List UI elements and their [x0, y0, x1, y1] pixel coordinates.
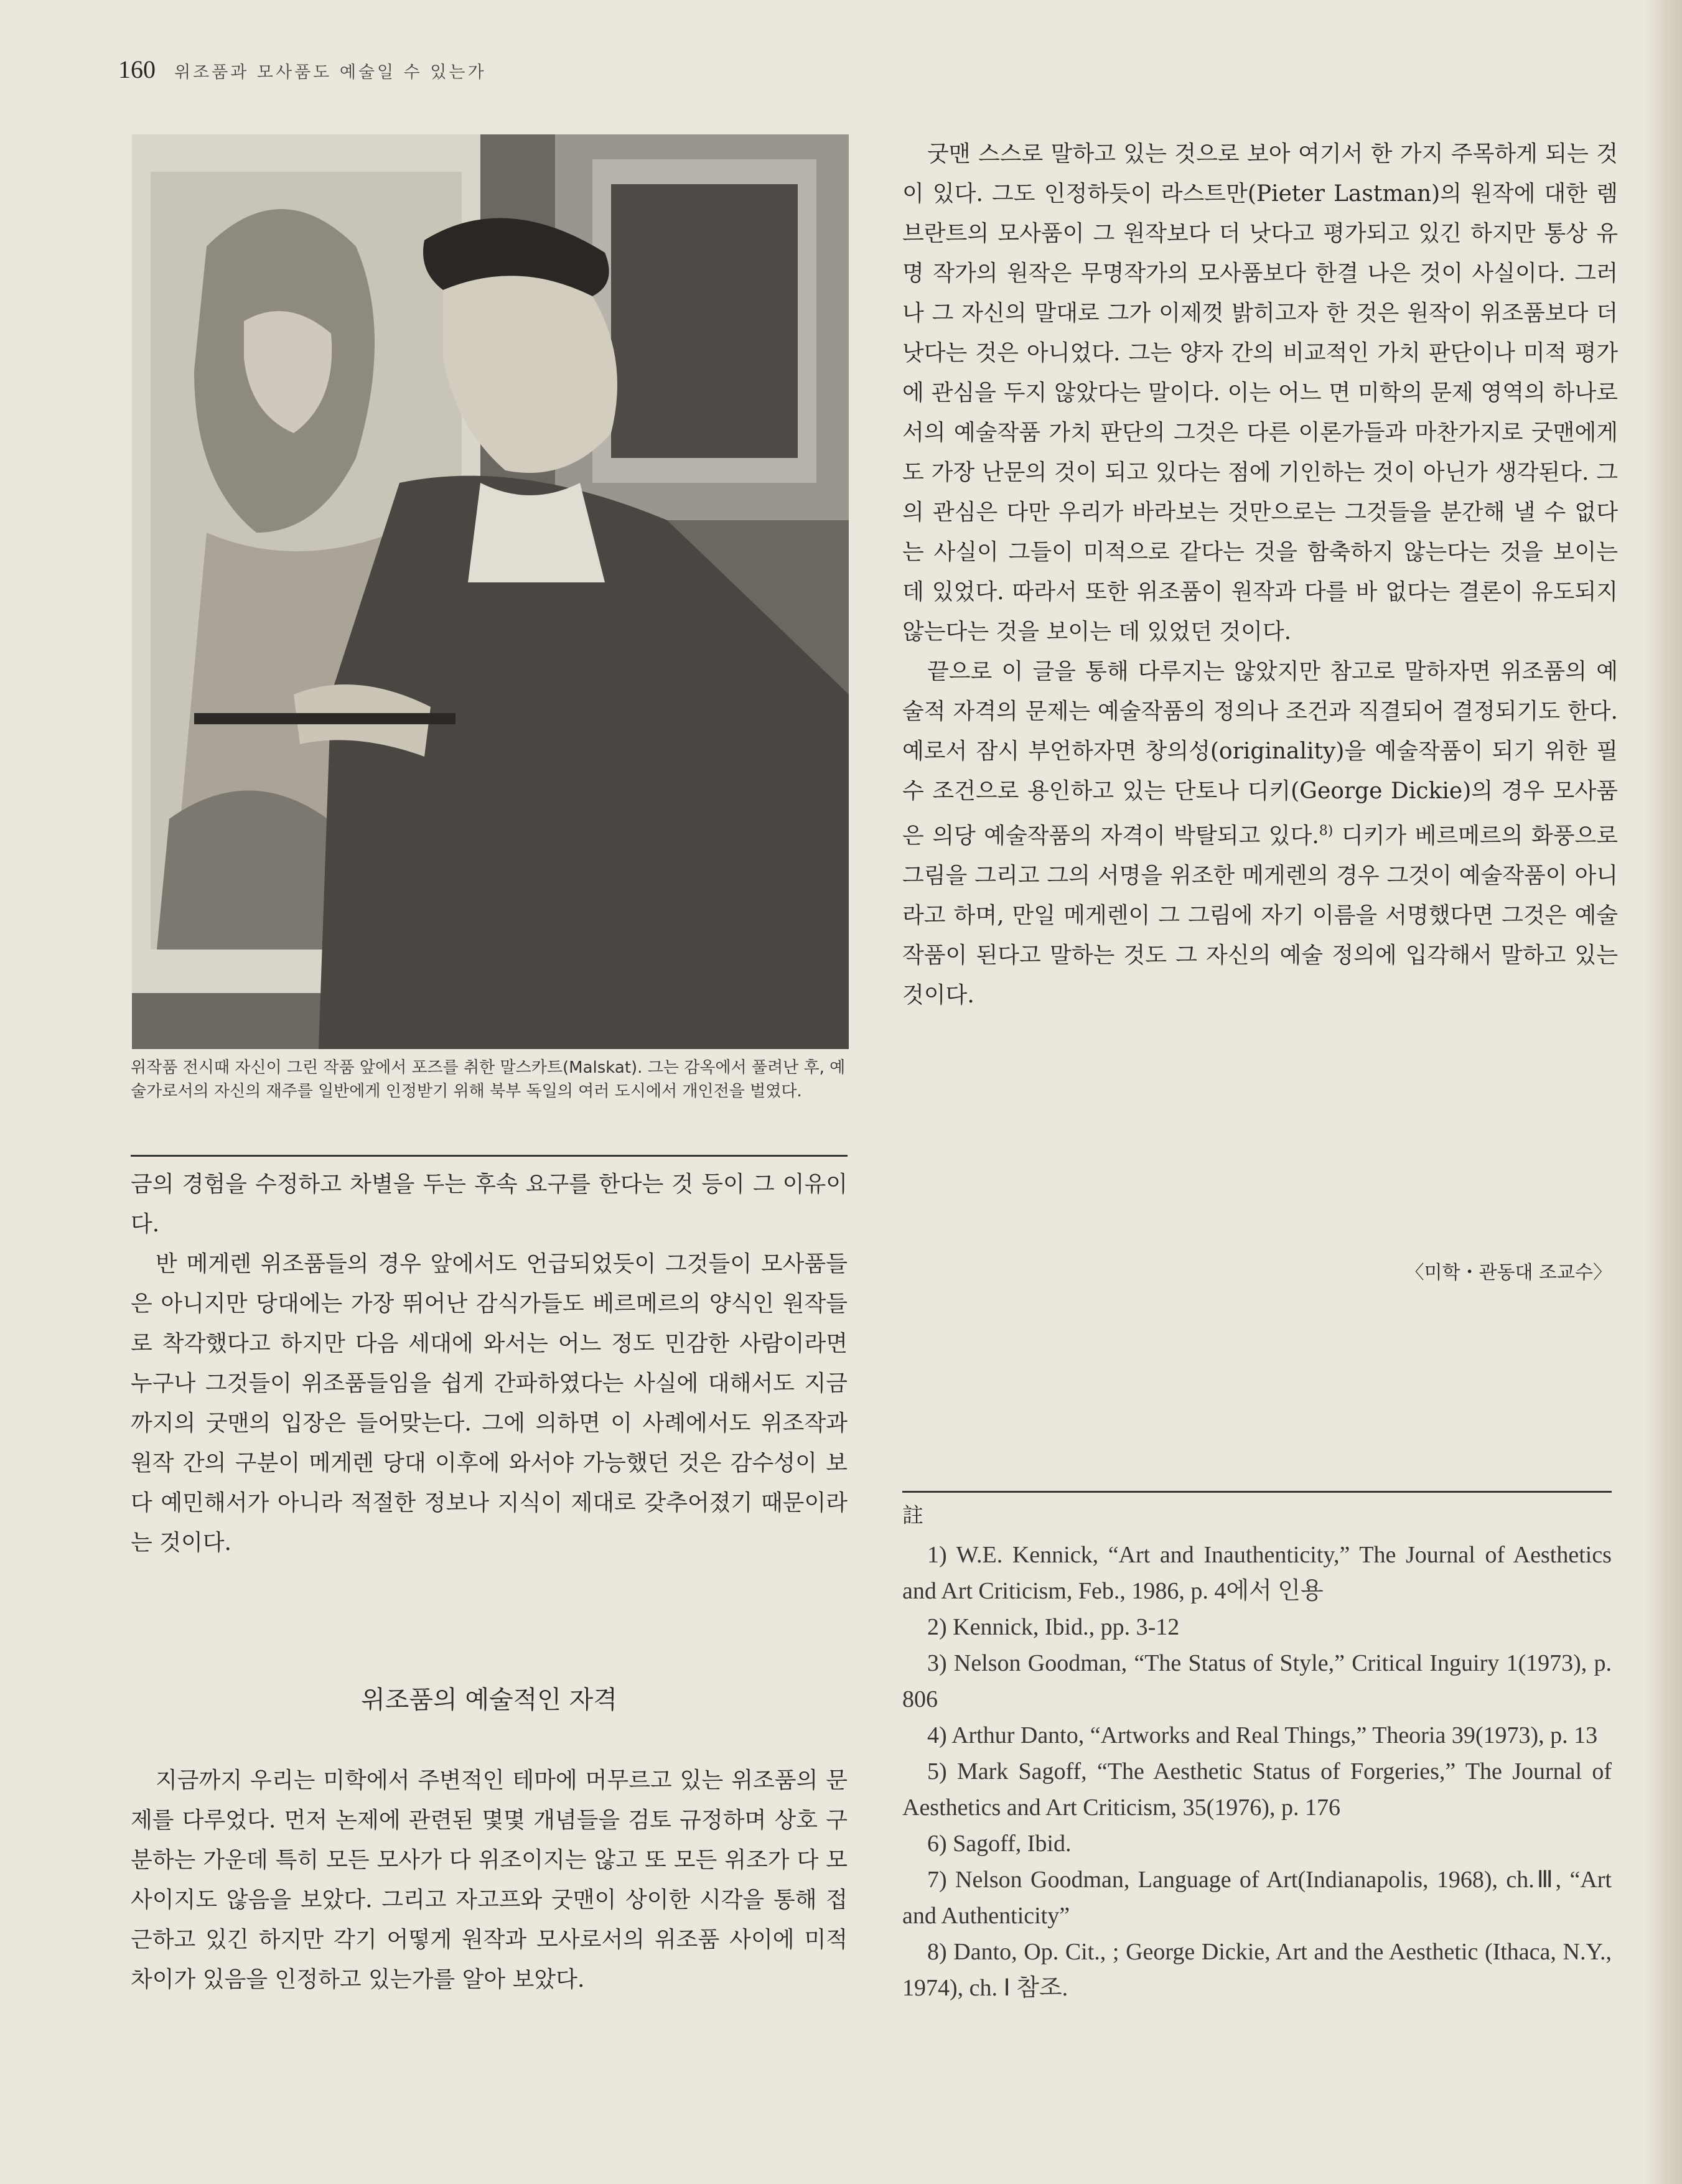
notes-divider — [902, 1491, 1612, 1493]
notes-list — [902, 1537, 1612, 2006]
paragraph: 반 메게렌 위조품들의 경우 앞에서도 언급되었듯이 그것들이 모사품들은 아니지만 당대에는 가장 뛰어난 감식가들도 베르메르의 양식인 원작들로 착각했다고 하지만 다음 세대에 와서는 어느 정도 민감한 사람이라면 누구나 그것들이 위조품들임을 쉽게 간파하였다는 사실에 대해서도 지금까지의 굿맨의 입장은 들어맞는다. 그에 의하면 이 사례에서도 위조작과 원작 간의 구분이 메게렌 당대 이후에 와서야 가능했던 것은 감수성이 보다 예민해서가 아니라 적절한 정보나 지식이 제대로 갖추어졌기 때문이라는 것이다. — [131, 1251, 848, 1556]
paragraph: 굿맨 스스로 말하고 있는 것으로 보아 여기서 한 가지 주목하게 되는 것이 있다. 그도 인정하듯이 라스트만(Pieter Lastman)의 원작에 대한 렘브란트의 모사품이 그 원작보다 더 낫다고 평가되고 있긴 하지만 통상 유명 작가의 원작은 무명작가의 모사품보다 한결 나은 것이 사실이다. 그러나 그 자신의 말대로 그가 이제껏 밝히고자 한 것은 원작이 위조품보다 더 낫다는 것은 아니었다. 그는 양자 간의 비교적인 가치 판단이나 미적 평가에 관심을 두지 않았다는 말이다. 이는 어느 면 미학의 문제 영역의 하나로서의 예술작품 가치 판단의 그것은 다른 이론가들과 마찬가지로 굿맨에게도 가장 난문의 것이 되고 있다는 점에 기인하는 것이 아닌가 생각된다. 그의 관심은 다만 우리가 바라보는 것만으로는 그것들을 분간해 낼 수 없다는 사실이 그들이 미적으로 같다는 것을 함축하지 않는다는 것을 보이는 데 있었다. 따라서 또한 위조품이 원작과 다를 바 없다는 결론이 유도되지 않는다는 것을 보이는 데 있었던 것이다. — [902, 141, 1618, 645]
note-text: Arthur Danto, “Artworks and Real Things,” Theoria 39(1973), p. 13 — [951, 1722, 1598, 1748]
left-column-bottom — [131, 1761, 848, 2000]
note-number: 5) — [927, 1758, 947, 1785]
note-number: 1) — [927, 1542, 947, 1568]
caption-divider — [131, 1155, 848, 1157]
note-item — [902, 1862, 1612, 1934]
paragraph-text: 끝으로 이 글을 통해 다루지는 않았지만 참고로 말하자면 위조품의 예술적 자격의 문제는 예술작품의 정의나 조건과 직결되어 결정되기도 한다. 예로서 잠시 부언하자면 창의성(originality)을 예술작품이 되기 위한 필수 조건으로 용인하고 있는 단토나 디키(George Dickie)의 경우 모사품은 의당 예술작품의 자격이 박탈되고 있다. — [902, 659, 1618, 849]
running-header — [118, 55, 487, 92]
note-item — [902, 1934, 1612, 2006]
footnote-marker: 8) — [1319, 823, 1334, 839]
paragraph: 금의 경험을 수정하고 차별을 두는 후속 요구를 한다는 것 등이 그 이유이다. — [131, 1172, 848, 1237]
note-number: 8) — [927, 1939, 947, 1965]
paragraph — [902, 652, 1618, 1015]
running-title: 위조품과 모사품도 예술일 수 있는가 — [174, 63, 487, 82]
note-number: 2) — [927, 1614, 947, 1640]
note-item — [902, 1826, 1612, 1862]
note-text: Danto, Op. Cit., ; George Dickie, Art and the Aesthetic (Ithaca, N.Y., 1974), ch. Ⅰ 참조. — [902, 1939, 1612, 2001]
note-item — [902, 1753, 1612, 1826]
note-number: 3) — [927, 1650, 947, 1676]
note-text: Sagoff, Ibid. — [953, 1831, 1072, 1857]
note-item — [902, 1609, 1612, 1645]
note-text: Nelson Goodman, “The Status of Style,” Critical Inguiry 1(1973), p. 806 — [902, 1650, 1612, 1712]
note-number: 4) — [927, 1722, 947, 1748]
figure-caption: 위작품 전시때 자신이 그린 작품 앞에서 포즈를 취한 말스카트(Malskat). 그는 감옥에서 풀려난 후, 예술가로서의 자신의 재주를 일반에게 인정받기 위해 북부 독일의 여러 도시에서 개인전을 벌였다. — [131, 1058, 846, 1101]
note-text: Mark Sagoff, “The Aesthetic Status of Forgeries,” The Journal of Aesthetics and Art Criticism, 35(1976), p. 176 — [902, 1758, 1612, 1821]
right-column — [902, 134, 1618, 1015]
note-item — [902, 1717, 1612, 1753]
page-number: 160 — [118, 55, 156, 83]
note-number: 6) — [927, 1831, 947, 1857]
left-column-top — [131, 1165, 848, 1563]
author-affiliation: 〈미학・관동대 조교수〉 — [1405, 1262, 1612, 1284]
note-number: 7) — [927, 1867, 947, 1893]
note-text: Nelson Goodman, Language of Art(Indianapolis, 1968), ch.Ⅲ, “Art and Authenticity” — [902, 1867, 1612, 1929]
figure-photo — [132, 134, 849, 1049]
note-item — [902, 1645, 1612, 1717]
note-text: W.E. Kennick, “Art and Inauthenticity,” The Journal of Aesthetics and Art Criticism, Feb., 1986, p. 4에서 인용 — [902, 1542, 1612, 1604]
photo-illustration — [132, 134, 849, 1049]
paragraph: 지금까지 우리는 미학에서 주변적인 테마에 머무르고 있는 위조품의 문제를 다루었다. 먼저 논제에 관련된 몇몇 개념들을 검토 규정하며 상호 구분하는 가운데 특히 모든 모사가 다 위조이지는 않고 또 모든 위조가 다 모사이지도 않음을 보았다. 그리고 자고프와 굿맨이 상이한 시각을 통해 접근하고 있긴 하지만 각기 어떻게 원작과 모사로서의 위조품 사이에 미적 차이가 있음을 인정하고 있는가를 알아 보았다. — [131, 1768, 848, 1992]
note-text: Kennick, Ibid., pp. 3-12 — [953, 1614, 1180, 1640]
note-item — [902, 1537, 1612, 1609]
paragraph-text: 디키가 베르메르의 화풍으로 그림을 그리고 그의 서명을 위조한 메게렌의 경우 그것이 예술작품이 아니라고 하며, 만일 메게렌이 그 그림에 자기 이름을 서명했다면 그것은 예술작품이 된다고 말하는 것도 그 자신의 예술 정의에 입각해서 말하고 있는 것이다. — [902, 823, 1618, 1008]
section-heading: 위조품의 예술적인 자격 — [361, 1686, 617, 1714]
notes-title: 註 — [902, 1503, 923, 1528]
page-edge-shadow — [1645, 0, 1682, 2184]
